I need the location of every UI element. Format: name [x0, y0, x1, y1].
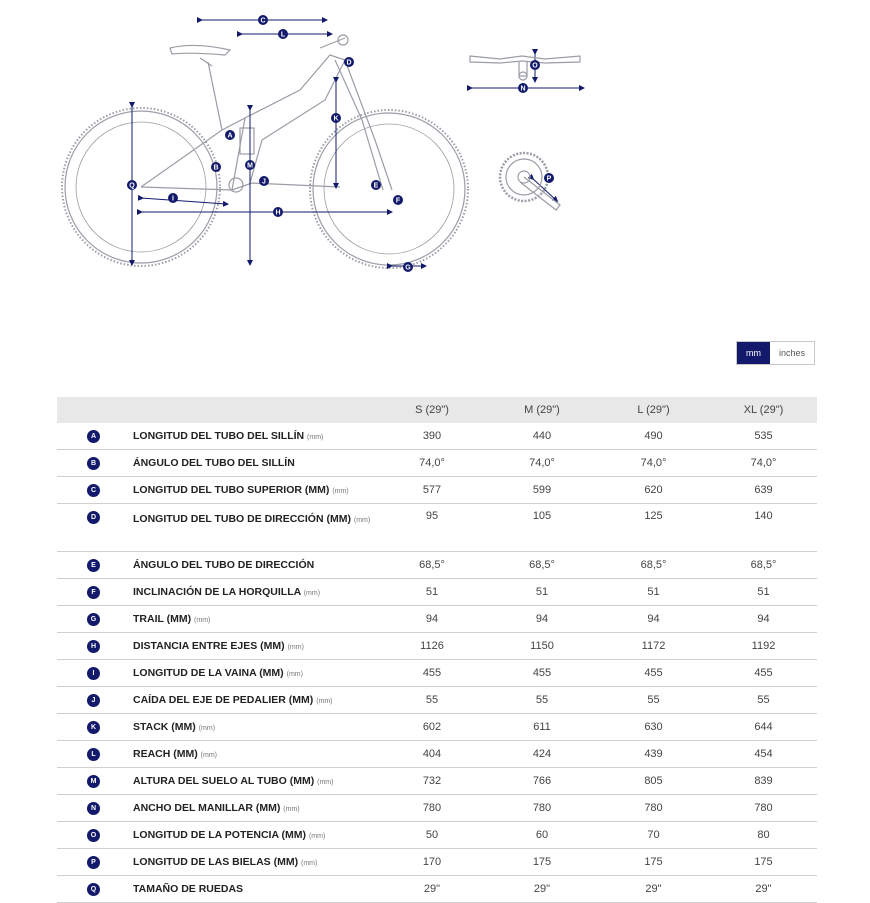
size-value-cell: 639 [710, 477, 817, 504]
svg-text:B: B [213, 164, 219, 172]
table-row [57, 660, 817, 687]
row-letter-cell [57, 606, 132, 633]
size-value-cell: 51 [487, 579, 597, 606]
size-value-cell: 140 [710, 504, 817, 552]
dimension-badge: N [87, 802, 100, 815]
size-value-cell: 175 [487, 849, 597, 876]
row-letter-cell [57, 477, 132, 504]
measurement-unit: (mm) [286, 671, 303, 678]
svg-text:G: G [405, 264, 411, 272]
row-letter-cell [57, 660, 132, 687]
measurement-name [132, 741, 377, 768]
measurement-unit: (mm) [308, 833, 326, 840]
dimension-badge: D [87, 511, 100, 524]
measurement-name [132, 849, 377, 876]
size-value-cell: 455 [377, 660, 487, 687]
header-empty [132, 397, 377, 423]
size-value-cell: 74,0° [487, 450, 597, 477]
table-row [57, 606, 817, 633]
svg-text:M: M [247, 162, 253, 170]
size-value-cell: 630 [597, 714, 710, 741]
size-value-cell: 60 [487, 822, 597, 849]
size-value-cell: 439 [597, 741, 710, 768]
measurement-name [132, 660, 377, 687]
row-letter-cell [57, 768, 132, 795]
dimension-badge: K [87, 721, 100, 734]
measurement-name [132, 633, 377, 660]
measurement-label: ANCHO DEL MANILLAR (MM) [133, 802, 281, 814]
size-value-cell: 175 [597, 849, 710, 876]
measurement-label: TAMAÑO DE RUEDAS [133, 883, 244, 895]
svg-text:O: O [532, 62, 538, 70]
size-value-cell: 94 [710, 606, 817, 633]
size-value-cell: 55 [377, 687, 487, 714]
size-value-cell: 805 [597, 768, 710, 795]
measurement-unit: (mm) [316, 698, 333, 705]
size-value-cell: 51 [710, 579, 817, 606]
measurement-label: CAÍDA DEL EJE DE PEDALIER (MM) [133, 694, 314, 706]
measurement-label: INCLINACIÓN DE LA HORQUILLA [133, 586, 301, 598]
svg-text:K: K [333, 115, 339, 123]
size-value-cell: 780 [710, 795, 817, 822]
geometry-table [57, 397, 817, 903]
dimension-badge: Q [87, 883, 100, 896]
size-value-cell: 95 [377, 504, 487, 552]
size-value-cell: 839 [710, 768, 817, 795]
size-value-cell: 780 [487, 795, 597, 822]
row-letter-cell [57, 849, 132, 876]
dimension-badge: H [87, 640, 100, 653]
bike-geometry-diagram [0, 0, 870, 300]
size-value-cell: 602 [377, 714, 487, 741]
size-value-cell: 68,5° [597, 552, 710, 579]
measurement-unit: (mm) [303, 590, 321, 597]
size-value-cell: 535 [710, 423, 817, 450]
table-row [57, 849, 817, 876]
size-value-cell: 490 [597, 423, 710, 450]
dimension-badge: E [87, 559, 100, 572]
table-row [57, 633, 817, 660]
dimension-badge: L [87, 748, 100, 761]
size-header: XL (29") [710, 397, 817, 423]
size-value-cell: 455 [487, 660, 597, 687]
size-value-cell: 55 [487, 687, 597, 714]
size-header: S (29") [377, 397, 487, 423]
size-value-cell: 55 [597, 687, 710, 714]
svg-text:F: F [395, 197, 401, 205]
row-letter-cell [57, 450, 132, 477]
measurement-name [132, 552, 377, 579]
measurement-name [132, 687, 377, 714]
measurement-label: STACK (MM) [133, 721, 196, 733]
measurement-unit: (mm) [287, 644, 304, 651]
size-value-cell: 1192 [710, 633, 817, 660]
size-value-cell: 1172 [597, 633, 710, 660]
dimension-badge: P [87, 856, 100, 869]
size-value-cell: 74,0° [710, 450, 817, 477]
dimension-badge: J [87, 694, 100, 707]
size-value-cell: 94 [487, 606, 597, 633]
size-value-cell: 29" [710, 876, 817, 903]
table-row [57, 876, 817, 903]
measurement-name [132, 450, 377, 477]
table-row [57, 423, 817, 450]
row-letter-cell [57, 579, 132, 606]
svg-text:A: A [227, 132, 233, 140]
table-row [57, 741, 817, 768]
svg-text:P: P [546, 175, 552, 183]
row-letter-cell [57, 822, 132, 849]
table-row [57, 552, 817, 579]
measurement-name [132, 795, 377, 822]
measurement-unit: (mm) [307, 434, 324, 441]
measurement-name [132, 579, 377, 606]
svg-text:E: E [373, 182, 379, 190]
measurement-name [132, 768, 377, 795]
dimension-badge: B [87, 457, 100, 470]
measurement-label: LONGITUD DEL TUBO DE DIRECCIÓN (MM) [133, 513, 351, 525]
svg-text:L: L [280, 31, 286, 39]
size-value-cell: 454 [710, 741, 817, 768]
size-value-cell: 68,5° [710, 552, 817, 579]
measurement-unit: (mm) [301, 860, 318, 867]
measurement-name [132, 714, 377, 741]
svg-text:J: J [262, 178, 266, 186]
size-value-cell: 780 [377, 795, 487, 822]
size-value-cell: 170 [377, 849, 487, 876]
row-letter-cell [57, 504, 132, 552]
table-row [57, 768, 817, 795]
row-letter-cell [57, 423, 132, 450]
size-value-cell: 644 [710, 714, 817, 741]
measurement-label: REACH (MM) [133, 748, 198, 760]
measurement-label: ALTURA DEL SUELO AL TUBO (MM) [133, 775, 315, 787]
size-value-cell: 732 [377, 768, 487, 795]
size-value-cell: 1150 [487, 633, 597, 660]
size-value-cell: 51 [597, 579, 710, 606]
size-value-cell: 175 [710, 849, 817, 876]
unit-mm-button[interactable]: mm [737, 342, 770, 364]
measurement-unit: (mm) [200, 752, 217, 759]
size-value-cell: 55 [710, 687, 817, 714]
unit-inches-button[interactable]: inches [770, 342, 814, 364]
size-header: L (29") [597, 397, 710, 423]
size-value-cell: 29" [597, 876, 710, 903]
size-value-cell: 424 [487, 741, 597, 768]
table-row [57, 714, 817, 741]
measurement-unit: (mm) [353, 517, 371, 524]
measurement-name [132, 876, 377, 903]
dimension-badge: O [87, 829, 100, 842]
measurement-name [132, 477, 377, 504]
size-value-cell: 455 [597, 660, 710, 687]
measurement-name [132, 606, 377, 633]
row-letter-cell [57, 876, 132, 903]
measurement-label: LONGITUD DEL TUBO DEL SILLÍN [133, 430, 305, 442]
measurement-label: LONGITUD DE LA VAINA (MM) [133, 667, 284, 679]
size-value-cell: 29" [377, 876, 487, 903]
size-value-cell: 74,0° [377, 450, 487, 477]
size-value-cell: 50 [377, 822, 487, 849]
row-letter-cell [57, 633, 132, 660]
size-value-cell: 577 [377, 477, 487, 504]
size-value-cell: 80 [710, 822, 817, 849]
size-value-cell: 780 [597, 795, 710, 822]
size-header: M (29") [487, 397, 597, 423]
svg-text:Q: Q [129, 182, 135, 190]
size-value-cell: 125 [597, 504, 710, 552]
measurement-name [132, 822, 377, 849]
measurement-unit: (mm) [194, 617, 211, 624]
size-value-cell: 70 [597, 822, 710, 849]
table-row [57, 579, 817, 606]
table-row [57, 822, 817, 849]
table-header-row [57, 397, 817, 423]
svg-text:H: H [275, 209, 281, 217]
dimension-badge: F [87, 586, 100, 599]
measurement-label: ÁNGULO DEL TUBO DEL SILLÍN [133, 457, 295, 469]
header-empty [57, 397, 132, 423]
table-row [57, 504, 817, 552]
size-value-cell: 68,5° [487, 552, 597, 579]
size-value-cell: 94 [377, 606, 487, 633]
measurement-label: TRAIL (MM) [133, 613, 192, 625]
table-row [57, 795, 817, 822]
row-letter-cell [57, 795, 132, 822]
size-value-cell: 440 [487, 423, 597, 450]
table-row [57, 450, 817, 477]
size-value-cell: 51 [377, 579, 487, 606]
dimension-badge: C [87, 484, 100, 497]
size-value-cell: 611 [487, 714, 597, 741]
row-letter-cell [57, 714, 132, 741]
dimension-badge: M [87, 775, 100, 788]
measurement-unit: (mm) [332, 488, 349, 495]
row-letter-cell [57, 687, 132, 714]
dimension-badge: G [87, 613, 100, 626]
svg-text:I: I [172, 195, 174, 203]
table-row [57, 687, 817, 714]
measurement-label: LONGITUD DE LA POTENCIA (MM) [133, 829, 307, 841]
size-value-cell: 390 [377, 423, 487, 450]
measurement-unit: (mm) [283, 806, 300, 813]
dimension-badge: A [87, 430, 100, 443]
size-value-cell: 620 [597, 477, 710, 504]
unit-toggle [736, 341, 815, 365]
size-value-cell: 404 [377, 741, 487, 768]
measurement-label: LONGITUD DE LAS BIELAS (MM) [133, 856, 299, 868]
size-value-cell: 599 [487, 477, 597, 504]
measurement-unit: (mm) [198, 725, 216, 732]
svg-text:C: C [260, 17, 266, 25]
dimension-badge: I [87, 667, 100, 680]
table-row [57, 477, 817, 504]
svg-text:D: D [346, 59, 352, 67]
measurement-name [132, 423, 377, 450]
size-value-cell: 68,5° [377, 552, 487, 579]
measurement-unit: (mm) [317, 779, 334, 786]
size-value-cell: 29" [487, 876, 597, 903]
size-value-cell: 105 [487, 504, 597, 552]
measurement-label: LONGITUD DEL TUBO SUPERIOR (MM) [133, 484, 330, 496]
size-value-cell: 455 [710, 660, 817, 687]
size-value-cell: 1126 [377, 633, 487, 660]
measurement-label: ÁNGULO DEL TUBO DE DIRECCIÓN [133, 559, 315, 571]
measurement-name [132, 504, 377, 552]
size-value-cell: 94 [597, 606, 710, 633]
row-letter-cell [57, 741, 132, 768]
size-value-cell: 74,0° [597, 450, 710, 477]
measurement-label: DISTANCIA ENTRE EJES (MM) [133, 640, 285, 652]
size-value-cell: 766 [487, 768, 597, 795]
row-letter-cell [57, 552, 132, 579]
svg-text:N: N [520, 85, 526, 93]
